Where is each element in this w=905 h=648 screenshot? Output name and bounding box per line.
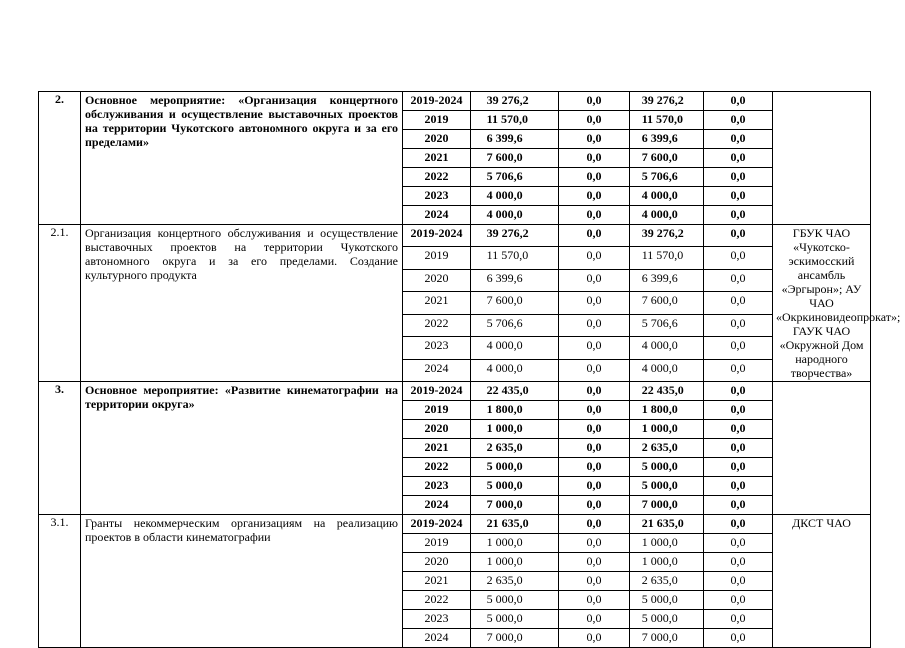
federal-budget-cell-value: 0,0 — [586, 497, 602, 511]
district-budget-cell-value: 5 706,6 — [641, 315, 678, 330]
total-cell — [471, 359, 559, 381]
other-sources-cell — [704, 572, 773, 591]
total-cell — [471, 111, 559, 130]
total-cell-value: 6 399,6 — [486, 270, 523, 285]
period-cell — [403, 130, 471, 149]
period-cell-value: 2020 — [424, 270, 449, 285]
total-cell — [471, 477, 559, 496]
period-cell-value: 2019-2024 — [410, 93, 463, 107]
period-cell — [403, 337, 471, 359]
period-cell-value: 2023 — [424, 188, 449, 202]
federal-budget-cell — [559, 420, 630, 439]
federal-budget-cell-value: 0,0 — [586, 112, 602, 126]
total-cell — [471, 553, 559, 572]
district-budget-cell — [630, 439, 704, 458]
federal-budget-cell-value: 0,0 — [586, 188, 602, 202]
period-cell — [403, 92, 471, 111]
total-cell — [471, 591, 559, 610]
total-cell-value: 5 000,0 — [486, 611, 523, 625]
district-budget-cell-value: 4 000,0 — [641, 338, 678, 353]
federal-budget-cell — [559, 553, 630, 572]
district-budget-cell — [630, 496, 704, 515]
federal-budget-cell — [559, 247, 630, 269]
federal-budget-cell — [559, 439, 630, 458]
period-cell-value: 2023 — [424, 611, 449, 625]
other-sources-cell-value: 0,0 — [730, 554, 746, 568]
total-cell-value: 6 399,6 — [486, 131, 523, 145]
total-cell-value: 1 800,0 — [486, 402, 523, 416]
total-cell-value: 5 706,6 — [486, 315, 523, 330]
other-sources-cell — [704, 130, 773, 149]
period-cell-value: 2019 — [424, 535, 449, 549]
other-sources-cell-value: 0,0 — [730, 226, 746, 240]
district-budget-cell-value: 7 000,0 — [641, 497, 678, 511]
item-number: 2. — [39, 92, 81, 225]
federal-budget-cell-value: 0,0 — [586, 440, 602, 454]
federal-budget-cell — [559, 534, 630, 553]
federal-budget-cell-value: 0,0 — [586, 592, 602, 606]
district-budget-cell-value: 21 635,0 — [641, 516, 684, 530]
total-cell — [471, 130, 559, 149]
district-budget-cell — [630, 515, 704, 534]
period-cell-value: 2021 — [424, 150, 449, 164]
other-sources-cell-value: 0,0 — [730, 360, 746, 375]
district-budget-cell-value: 39 276,2 — [641, 93, 684, 107]
period-cell-value: 2022 — [424, 315, 449, 330]
federal-budget-cell — [559, 149, 630, 168]
other-sources-cell-value: 0,0 — [730, 207, 746, 221]
federal-budget-cell — [559, 515, 630, 534]
other-sources-cell-value: 0,0 — [730, 630, 746, 644]
period-cell-value: 2022 — [424, 592, 449, 606]
period-cell — [403, 534, 471, 553]
other-sources-cell-value: 0,0 — [730, 497, 746, 511]
period-cell — [403, 168, 471, 187]
district-budget-cell — [630, 247, 704, 269]
period-cell — [403, 496, 471, 515]
total-cell — [471, 247, 559, 269]
federal-budget-cell — [559, 168, 630, 187]
district-budget-cell — [630, 591, 704, 610]
period-cell-value: 2021 — [424, 440, 449, 454]
executor-cell — [773, 92, 871, 225]
period-cell — [403, 382, 471, 401]
other-sources-cell-value: 0,0 — [730, 188, 746, 202]
district-budget-cell-value: 5 000,0 — [641, 611, 678, 625]
district-budget-cell — [630, 111, 704, 130]
district-budget-cell-value: 1 000,0 — [641, 421, 678, 435]
activity-description: Гранты некоммерческим организациям на реализацию проектов в области кинематографии — [81, 515, 403, 648]
federal-budget-cell — [559, 572, 630, 591]
program-table-body — [39, 92, 901, 648]
period-cell — [403, 420, 471, 439]
federal-budget-cell-value: 0,0 — [586, 573, 602, 587]
total-cell-value: 4 000,0 — [486, 360, 523, 375]
total-cell — [471, 629, 559, 648]
other-sources-cell — [704, 610, 773, 629]
period-cell — [403, 247, 471, 269]
federal-budget-cell-value: 0,0 — [586, 131, 602, 145]
other-sources-cell — [704, 149, 773, 168]
other-sources-cell-value: 0,0 — [730, 459, 746, 473]
period-cell — [403, 515, 471, 534]
period-cell-value: 2024 — [424, 630, 449, 644]
district-budget-cell-value: 6 399,6 — [641, 270, 678, 285]
district-budget-cell-value: 5 706,6 — [641, 169, 678, 183]
other-sources-cell — [704, 515, 773, 534]
other-sources-cell-value: 0,0 — [730, 93, 746, 107]
period-cell — [403, 401, 471, 420]
other-sources-cell — [704, 111, 773, 130]
other-sources-cell — [704, 439, 773, 458]
federal-budget-cell — [559, 337, 630, 359]
total-cell-value: 7 000,0 — [486, 497, 523, 511]
federal-budget-cell — [559, 477, 630, 496]
total-cell-value: 7 600,0 — [486, 150, 523, 164]
federal-budget-cell-value: 0,0 — [586, 248, 602, 263]
period-cell — [403, 553, 471, 572]
period-cell — [403, 359, 471, 381]
federal-budget-cell — [559, 591, 630, 610]
other-sources-cell-value: 0,0 — [730, 402, 746, 416]
total-cell — [471, 187, 559, 206]
other-sources-cell-value: 0,0 — [730, 169, 746, 183]
activity-description: Основное мероприятие: «Развитие кинематографии на территории округа» — [81, 382, 403, 515]
total-cell-value: 5 000,0 — [486, 478, 523, 492]
federal-budget-cell-value: 0,0 — [586, 421, 602, 435]
total-cell-value: 11 570,0 — [486, 112, 529, 126]
federal-budget-cell — [559, 401, 630, 420]
other-sources-cell — [704, 534, 773, 553]
district-budget-cell-value: 1 000,0 — [641, 535, 678, 549]
total-cell-value: 7 600,0 — [486, 293, 523, 308]
table-row — [39, 382, 871, 401]
district-budget-cell — [630, 477, 704, 496]
period-cell-value: 2022 — [424, 169, 449, 183]
other-sources-cell — [704, 591, 773, 610]
federal-budget-cell — [559, 269, 630, 291]
total-cell-value: 5 000,0 — [486, 592, 523, 606]
federal-budget-cell-value: 0,0 — [586, 402, 602, 416]
total-cell — [471, 225, 559, 247]
period-cell — [403, 610, 471, 629]
period-cell — [403, 292, 471, 314]
other-sources-cell — [704, 206, 773, 225]
period-cell-value: 2020 — [424, 131, 449, 145]
other-sources-cell-value: 0,0 — [730, 592, 746, 606]
federal-budget-cell-value: 0,0 — [586, 293, 602, 308]
period-cell — [403, 477, 471, 496]
district-budget-cell-value: 1 000,0 — [641, 554, 678, 568]
total-cell — [471, 337, 559, 359]
district-budget-cell-value: 4 000,0 — [641, 207, 678, 221]
table-row — [39, 225, 871, 247]
other-sources-cell-value: 0,0 — [730, 315, 746, 330]
federal-budget-cell-value: 0,0 — [586, 611, 602, 625]
federal-budget-cell — [559, 130, 630, 149]
district-budget-cell — [630, 420, 704, 439]
federal-budget-cell — [559, 458, 630, 477]
federal-budget-cell-value: 0,0 — [586, 93, 602, 107]
district-budget-cell-value: 5 000,0 — [641, 459, 678, 473]
period-cell-value: 2024 — [424, 207, 449, 221]
federal-budget-cell-value: 0,0 — [586, 207, 602, 221]
federal-budget-cell — [559, 382, 630, 401]
total-cell-value: 4 000,0 — [486, 207, 523, 221]
other-sources-cell-value: 0,0 — [730, 440, 746, 454]
period-cell-value: 2022 — [424, 459, 449, 473]
total-cell — [471, 206, 559, 225]
federal-budget-cell-value: 0,0 — [586, 535, 602, 549]
other-sources-cell-value: 0,0 — [730, 516, 746, 530]
district-budget-cell — [630, 629, 704, 648]
other-sources-cell — [704, 496, 773, 515]
district-budget-cell-value: 7 600,0 — [641, 150, 678, 164]
federal-budget-cell-value: 0,0 — [586, 459, 602, 473]
total-cell — [471, 496, 559, 515]
district-budget-cell — [630, 130, 704, 149]
period-cell — [403, 314, 471, 336]
district-budget-cell — [630, 458, 704, 477]
other-sources-cell — [704, 92, 773, 111]
district-budget-cell — [630, 553, 704, 572]
other-sources-cell — [704, 477, 773, 496]
other-sources-cell — [704, 314, 773, 336]
period-cell-value: 2023 — [424, 338, 449, 353]
district-budget-cell — [630, 149, 704, 168]
other-sources-cell-value: 0,0 — [730, 535, 746, 549]
other-sources-cell — [704, 629, 773, 648]
total-cell-value: 39 276,2 — [486, 226, 529, 240]
period-cell-value: 2019-2024 — [410, 516, 463, 530]
period-cell — [403, 629, 471, 648]
other-sources-cell — [704, 225, 773, 247]
federal-budget-cell — [559, 187, 630, 206]
district-budget-cell — [630, 92, 704, 111]
total-cell-value: 1 000,0 — [486, 554, 523, 568]
other-sources-cell-value: 0,0 — [730, 270, 746, 285]
district-budget-cell — [630, 187, 704, 206]
total-cell — [471, 92, 559, 111]
executor-cell — [773, 382, 871, 515]
activity-description: Основное мероприятие: «Организация концертного обслуживания и осуществление выставочных проектов на территории Чукотского автономного округа и за его пределами» — [81, 92, 403, 225]
program-table — [38, 91, 901, 648]
period-cell — [403, 458, 471, 477]
federal-budget-cell-value: 0,0 — [586, 270, 602, 285]
total-cell — [471, 515, 559, 534]
period-cell-value: 2019-2024 — [410, 226, 463, 240]
district-budget-cell — [630, 401, 704, 420]
other-sources-cell — [704, 401, 773, 420]
period-cell — [403, 269, 471, 291]
total-cell — [471, 401, 559, 420]
period-cell — [403, 187, 471, 206]
period-cell — [403, 149, 471, 168]
district-budget-cell — [630, 610, 704, 629]
period-cell — [403, 439, 471, 458]
federal-budget-cell — [559, 92, 630, 111]
period-cell-value: 2024 — [424, 360, 449, 375]
table-row — [39, 515, 871, 534]
item-number: 3.1. — [39, 515, 81, 648]
total-cell-value: 4 000,0 — [486, 188, 523, 202]
federal-budget-cell-value: 0,0 — [586, 360, 602, 375]
district-budget-cell — [630, 292, 704, 314]
other-sources-cell-value: 0,0 — [730, 611, 746, 625]
district-budget-cell — [630, 337, 704, 359]
period-cell-value: 2020 — [424, 554, 449, 568]
federal-budget-cell — [559, 610, 630, 629]
table-row — [39, 92, 871, 111]
other-sources-cell-value: 0,0 — [730, 150, 746, 164]
total-cell — [471, 572, 559, 591]
total-cell-value: 22 435,0 — [486, 383, 529, 397]
total-cell — [471, 420, 559, 439]
total-cell — [471, 610, 559, 629]
district-budget-cell — [630, 572, 704, 591]
total-cell — [471, 149, 559, 168]
federal-budget-cell-value: 0,0 — [586, 226, 602, 240]
other-sources-cell-value: 0,0 — [730, 421, 746, 435]
other-sources-cell — [704, 247, 773, 269]
district-budget-cell-value: 7 000,0 — [641, 630, 678, 644]
district-budget-cell — [630, 359, 704, 381]
total-cell — [471, 439, 559, 458]
other-sources-cell — [704, 269, 773, 291]
activity-description: Организация концертного обслуживания и осуществление выставочных проектов на территории Чукотского автономного округа и за его пределами. Создание культурного продукта — [81, 225, 403, 382]
federal-budget-cell-value: 0,0 — [586, 630, 602, 644]
district-budget-cell-value: 6 399,6 — [641, 131, 678, 145]
district-budget-cell-value: 2 635,0 — [641, 573, 678, 587]
total-cell-value: 1 000,0 — [486, 421, 523, 435]
period-cell — [403, 591, 471, 610]
other-sources-cell-value: 0,0 — [730, 248, 746, 263]
total-cell-value: 2 635,0 — [486, 573, 523, 587]
district-budget-cell-value: 1 800,0 — [641, 402, 678, 416]
other-sources-cell-value: 0,0 — [730, 383, 746, 397]
federal-budget-cell — [559, 496, 630, 515]
district-budget-cell-value: 39 276,2 — [641, 226, 684, 240]
district-budget-cell-value: 5 000,0 — [641, 592, 678, 606]
district-budget-cell-value: 11 570,0 — [641, 248, 684, 263]
period-cell-value: 2021 — [424, 293, 449, 308]
total-cell-value: 5 000,0 — [486, 459, 523, 473]
other-sources-cell — [704, 458, 773, 477]
total-cell — [471, 458, 559, 477]
federal-budget-cell — [559, 629, 630, 648]
total-cell — [471, 314, 559, 336]
federal-budget-cell — [559, 111, 630, 130]
period-cell-value: 2019 — [424, 402, 449, 416]
other-sources-cell-value: 0,0 — [730, 573, 746, 587]
other-sources-cell — [704, 168, 773, 187]
period-cell — [403, 572, 471, 591]
period-cell-value: 2024 — [424, 497, 449, 511]
federal-budget-cell-value: 0,0 — [586, 383, 602, 397]
other-sources-cell — [704, 292, 773, 314]
other-sources-cell-value: 0,0 — [730, 478, 746, 492]
total-cell-value: 1 000,0 — [486, 535, 523, 549]
other-sources-cell-value: 0,0 — [730, 131, 746, 145]
period-cell — [403, 111, 471, 130]
total-cell-value: 7 000,0 — [486, 630, 523, 644]
total-cell-value: 21 635,0 — [486, 516, 529, 530]
federal-budget-cell — [559, 359, 630, 381]
total-cell — [471, 292, 559, 314]
federal-budget-cell-value: 0,0 — [586, 516, 602, 530]
item-number: 2.1. — [39, 225, 81, 382]
federal-budget-cell-value: 0,0 — [586, 338, 602, 353]
federal-budget-cell — [559, 225, 630, 247]
federal-budget-cell-value: 0,0 — [586, 169, 602, 183]
district-budget-cell — [630, 206, 704, 225]
district-budget-cell — [630, 168, 704, 187]
other-sources-cell — [704, 420, 773, 439]
total-cell-value: 4 000,0 — [486, 338, 523, 353]
other-sources-cell — [704, 382, 773, 401]
district-budget-cell-value: 22 435,0 — [641, 383, 684, 397]
total-cell-value: 2 635,0 — [486, 440, 523, 454]
period-cell-value: 2023 — [424, 478, 449, 492]
item-number: 3. — [39, 382, 81, 515]
other-sources-cell — [704, 337, 773, 359]
total-cell — [471, 269, 559, 291]
other-sources-cell — [704, 553, 773, 572]
period-cell-value: 2019 — [424, 248, 449, 263]
period-cell-value: 2019 — [424, 112, 449, 126]
other-sources-cell — [704, 359, 773, 381]
total-cell — [471, 534, 559, 553]
district-budget-cell — [630, 269, 704, 291]
district-budget-cell-value: 7 600,0 — [641, 293, 678, 308]
period-cell — [403, 206, 471, 225]
other-sources-cell-value: 0,0 — [730, 112, 746, 126]
district-budget-cell-value: 2 635,0 — [641, 440, 678, 454]
federal-budget-cell-value: 0,0 — [586, 554, 602, 568]
total-cell-value: 5 706,6 — [486, 169, 523, 183]
executor-cell: ДКСТ ЧАО — [773, 515, 871, 648]
other-sources-cell-value: 0,0 — [730, 338, 746, 353]
federal-budget-cell — [559, 206, 630, 225]
district-budget-cell-value: 11 570,0 — [641, 112, 684, 126]
period-cell-value: 2019-2024 — [410, 383, 463, 397]
district-budget-cell-value: 4 000,0 — [641, 360, 678, 375]
district-budget-cell — [630, 225, 704, 247]
total-cell — [471, 168, 559, 187]
total-cell-value: 11 570,0 — [486, 248, 529, 263]
district-budget-cell — [630, 534, 704, 553]
executor-cell: ГБУК ЧАО «Чукотско-эскимосский ансамбль «Эргырон»; АУ ЧАО «Окркиновидеопрокат»; ГАУК ЧАО «Окружной Дом народного творчества» — [773, 225, 871, 382]
other-sources-cell — [704, 187, 773, 206]
federal-budget-cell-value: 0,0 — [586, 478, 602, 492]
district-budget-cell — [630, 314, 704, 336]
total-cell — [471, 382, 559, 401]
period-cell-value: 2020 — [424, 421, 449, 435]
period-cell-value: 2021 — [424, 573, 449, 587]
period-cell — [403, 225, 471, 247]
federal-budget-cell — [559, 292, 630, 314]
federal-budget-cell — [559, 314, 630, 336]
district-budget-cell — [630, 382, 704, 401]
district-budget-cell-value: 5 000,0 — [641, 478, 678, 492]
total-cell-value: 39 276,2 — [486, 93, 529, 107]
district-budget-cell-value: 4 000,0 — [641, 188, 678, 202]
federal-budget-cell-value: 0,0 — [586, 315, 602, 330]
other-sources-cell-value: 0,0 — [730, 293, 746, 308]
federal-budget-cell-value: 0,0 — [586, 150, 602, 164]
